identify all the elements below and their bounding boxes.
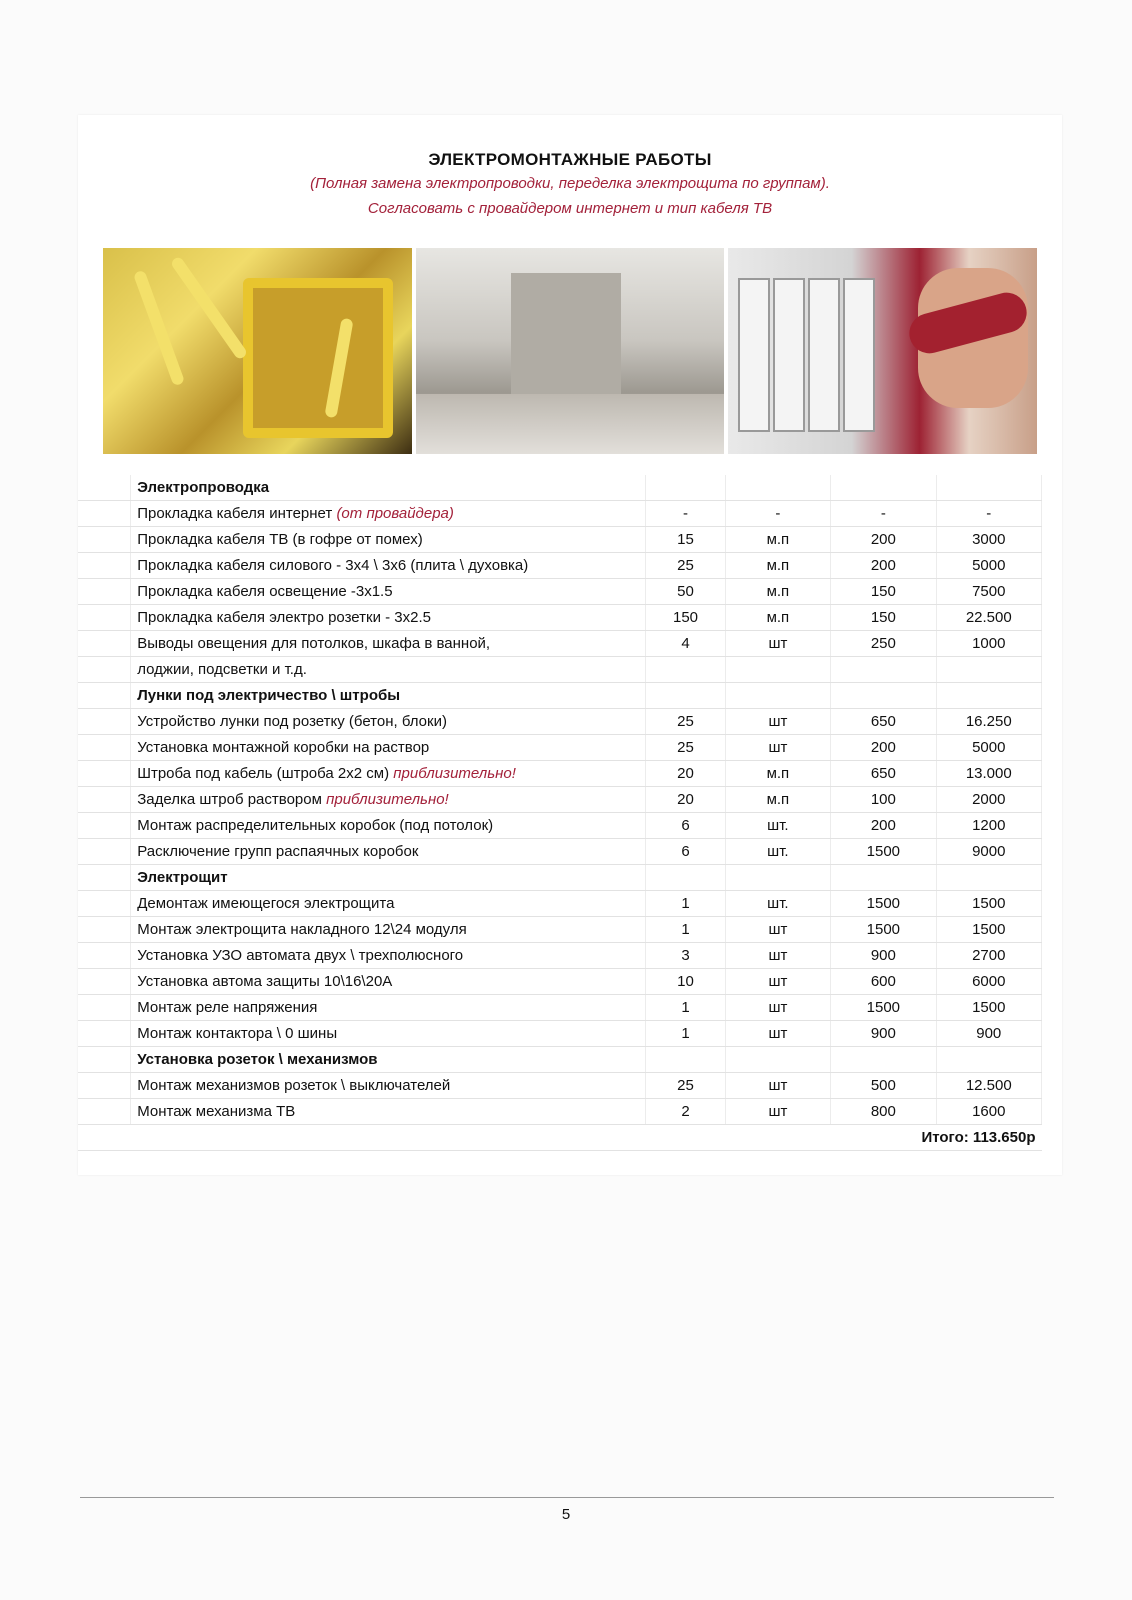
unit-cell <box>725 657 830 683</box>
table-row <box>78 943 1042 969</box>
quantity-cell <box>646 475 725 501</box>
work-name <box>131 631 646 657</box>
quantity-cell <box>646 683 725 709</box>
table-row <box>78 1099 1042 1125</box>
work-name-text: Устройство лунки под розетку (бетон, блоки) <box>137 713 447 730</box>
sum-cell: 12.500 <box>936 1073 1041 1099</box>
table-row <box>78 1073 1042 1099</box>
unit-cell: шт <box>725 735 830 761</box>
row-gutter <box>78 969 131 995</box>
row-gutter <box>78 995 131 1021</box>
row-gutter <box>78 917 131 943</box>
unit-cell: шт <box>725 969 830 995</box>
row-gutter <box>78 813 131 839</box>
price-cell: 500 <box>831 1073 936 1099</box>
sum-cell: 2000 <box>936 787 1041 813</box>
row-gutter <box>78 709 131 735</box>
quantity-cell: 3 <box>646 943 725 969</box>
work-name <box>131 995 646 1021</box>
work-name-text: Монтаж реле напряжения <box>137 999 318 1016</box>
price-cell: 1500 <box>831 917 936 943</box>
quantity-cell: 10 <box>646 969 725 995</box>
table-row <box>78 605 1042 631</box>
breaker-panel-screwdriver-photo <box>728 248 1037 454</box>
price-cell: - <box>831 501 936 527</box>
work-name-text: Электропроводка <box>137 479 270 496</box>
work-name-text: Установка УЗО автомата двух \ трехполюсного <box>137 947 464 964</box>
price-cell: 200 <box>831 813 936 839</box>
price-cell: 150 <box>831 579 936 605</box>
row-gutter <box>78 475 131 501</box>
junction-box-wires-photo <box>103 248 412 454</box>
price-cell: 200 <box>831 527 936 553</box>
work-name-text: Монтаж электрощита накладного 12\24 модуля <box>137 921 467 938</box>
row-gutter <box>78 605 131 631</box>
work-name <box>131 683 646 709</box>
work-note: приблизительно! <box>393 765 516 782</box>
row-gutter <box>78 631 131 657</box>
table-row <box>78 657 1042 683</box>
sum-cell: 900 <box>936 1021 1041 1047</box>
row-gutter <box>78 839 131 865</box>
sum-cell: 1500 <box>936 917 1041 943</box>
section-header-row <box>78 1047 1042 1073</box>
sum-cell: 7500 <box>936 579 1041 605</box>
unit-cell <box>725 683 830 709</box>
work-name-text: Заделка штроб раствором <box>137 791 327 808</box>
price-cell: 650 <box>831 709 936 735</box>
work-name <box>131 813 646 839</box>
footer-divider <box>80 1497 1054 1498</box>
row-gutter <box>78 1021 131 1047</box>
quantity-cell: 1 <box>646 891 725 917</box>
row-gutter <box>78 943 131 969</box>
work-name-text: Выводы овещения для потолков, шкафа в ванной, <box>137 635 491 652</box>
work-name-text: Монтаж механизмов розеток \ выключателей <box>137 1077 451 1094</box>
work-note: (от провайдера) <box>336 505 454 522</box>
sum-cell: 3000 <box>936 527 1041 553</box>
table-row <box>78 709 1042 735</box>
unit-cell: шт <box>725 943 830 969</box>
sum-cell: 1600 <box>936 1099 1041 1125</box>
price-cell <box>831 683 936 709</box>
table-row <box>78 917 1042 943</box>
row-gutter <box>78 657 131 683</box>
work-name-text: Прокладка кабеля ТВ (в гофре от помех) <box>137 531 423 548</box>
sum-cell: 1000 <box>936 631 1041 657</box>
table-row <box>78 631 1042 657</box>
unit-cell: м.п <box>725 605 830 631</box>
unit-cell: шт <box>725 995 830 1021</box>
quantity-cell: 20 <box>646 787 725 813</box>
quantity-cell <box>646 1047 725 1073</box>
sum-cell <box>936 657 1041 683</box>
quantity-cell: 25 <box>646 735 725 761</box>
sum-cell: 1500 <box>936 995 1041 1021</box>
work-name-text: Прокладка кабеля электро розетки - 3х2.5 <box>137 609 431 626</box>
row-gutter <box>78 761 131 787</box>
work-name-text: Демонтаж имеющегося электрощита <box>137 895 395 912</box>
work-name-text: Лунки под электричество \ штробы <box>137 687 401 704</box>
work-name-text: Штроба под кабель (штроба 2х2 см) <box>137 765 394 782</box>
table-row <box>78 1021 1042 1047</box>
sum-cell <box>936 1047 1041 1073</box>
unit-cell: м.п <box>725 527 830 553</box>
quantity-cell: 15 <box>646 527 725 553</box>
row-gutter <box>78 579 131 605</box>
table-row <box>78 969 1042 995</box>
price-cell <box>831 1047 936 1073</box>
work-name <box>131 761 646 787</box>
work-name <box>131 527 646 553</box>
estimate-table <box>78 475 1042 1151</box>
work-name-text: Прокладка кабеля освещение -3х1.5 <box>137 583 393 600</box>
work-name <box>131 787 646 813</box>
table-row <box>78 527 1042 553</box>
work-name-text: Установка розеток \ механизмов <box>137 1051 378 1068</box>
price-cell: 900 <box>831 943 936 969</box>
row-gutter <box>78 501 131 527</box>
price-cell: 250 <box>831 631 936 657</box>
row-gutter <box>78 1047 131 1073</box>
work-name <box>131 1099 646 1125</box>
sum-cell <box>936 683 1041 709</box>
price-cell: 100 <box>831 787 936 813</box>
unit-cell: м.п <box>725 553 830 579</box>
table-row <box>78 735 1042 761</box>
unit-cell: м.п <box>725 579 830 605</box>
price-cell <box>831 865 936 891</box>
table-row <box>78 787 1042 813</box>
work-name <box>131 1047 646 1073</box>
subtitle-line-2: Согласовать с провайдером интернет и тип кабеля ТВ <box>367 200 773 217</box>
work-name-text: Прокладка кабеля силового - 3х4 \ 3х6 (плита \ духовка) <box>137 557 529 574</box>
total-label: Итого: 113.650р <box>131 1125 1042 1151</box>
sum-cell: 13.000 <box>936 761 1041 787</box>
work-name <box>131 917 646 943</box>
table-row <box>78 501 1042 527</box>
unit-cell: м.п <box>725 761 830 787</box>
subtitle-line-1: (Полная замена электропроводки, переделка электрощита по группам). <box>310 175 830 192</box>
work-name-text: Электрощит <box>137 869 228 886</box>
page-number: 5 <box>561 1506 571 1523</box>
work-name <box>131 475 646 501</box>
table-row <box>78 813 1042 839</box>
row-gutter <box>78 891 131 917</box>
work-name-text: Расключение групп распаячных коробок <box>137 843 419 860</box>
quantity-cell: 25 <box>646 709 725 735</box>
sum-cell <box>936 475 1041 501</box>
sum-cell: 2700 <box>936 943 1041 969</box>
sum-cell: 5000 <box>936 553 1041 579</box>
work-name <box>131 735 646 761</box>
page-title: ЭЛЕКТРОМОНТАЖНЫЕ РАБОТЫ <box>428 150 712 169</box>
row-gutter <box>78 865 131 891</box>
unit-cell: шт. <box>725 813 830 839</box>
row-gutter <box>78 1099 131 1125</box>
quantity-cell: 150 <box>646 605 725 631</box>
work-name <box>131 657 646 683</box>
price-cell: 900 <box>831 1021 936 1047</box>
work-name <box>131 865 646 891</box>
price-cell: 650 <box>831 761 936 787</box>
photo-strip <box>103 248 1037 454</box>
quantity-cell: 4 <box>646 631 725 657</box>
price-cell <box>831 657 936 683</box>
table-row <box>78 761 1042 787</box>
work-name-text: Установка автома защиты 10\16\20А <box>137 973 393 990</box>
unit-cell: шт <box>725 631 830 657</box>
work-name <box>131 1021 646 1047</box>
quantity-cell: 25 <box>646 553 725 579</box>
unit-cell <box>725 1047 830 1073</box>
section-header-row <box>78 865 1042 891</box>
quantity-cell: 1 <box>646 917 725 943</box>
work-name <box>131 605 646 631</box>
sum-cell <box>936 865 1041 891</box>
sum-cell: 22.500 <box>936 605 1041 631</box>
quantity-cell: 25 <box>646 1073 725 1099</box>
row-gutter <box>78 735 131 761</box>
price-cell: 1500 <box>831 891 936 917</box>
work-name <box>131 1073 646 1099</box>
quantity-cell: 1 <box>646 995 725 1021</box>
work-name-text: лоджии, подсветки и т.д. <box>137 661 307 678</box>
work-name <box>131 579 646 605</box>
row-gutter <box>78 553 131 579</box>
quantity-cell: 6 <box>646 813 725 839</box>
section-header-row <box>78 475 1042 501</box>
unit-cell: шт <box>725 1073 830 1099</box>
work-name-text: Монтаж распределительных коробок (под потолок) <box>137 817 494 834</box>
work-name <box>131 839 646 865</box>
price-cell: 1500 <box>831 995 936 1021</box>
unit-cell: - <box>725 501 830 527</box>
price-cell: 1500 <box>831 839 936 865</box>
unit-cell: шт <box>725 1099 830 1125</box>
price-cell: 200 <box>831 735 936 761</box>
work-name <box>131 943 646 969</box>
price-cell: 200 <box>831 553 936 579</box>
table-row <box>78 579 1042 605</box>
quantity-cell: - <box>646 501 725 527</box>
unit-cell: шт <box>725 709 830 735</box>
table-row <box>78 891 1042 917</box>
quantity-cell: 2 <box>646 1099 725 1125</box>
section-header-row <box>78 683 1042 709</box>
table-row <box>78 839 1042 865</box>
sum-cell: 1200 <box>936 813 1041 839</box>
work-name <box>131 969 646 995</box>
total-row <box>78 1125 1042 1151</box>
sum-cell: 6000 <box>936 969 1041 995</box>
price-cell: 600 <box>831 969 936 995</box>
unit-cell: шт <box>725 1021 830 1047</box>
price-cell: 150 <box>831 605 936 631</box>
quantity-cell <box>646 865 725 891</box>
work-name-text: Установка монтажной коробки на раствор <box>137 739 430 756</box>
work-name <box>131 709 646 735</box>
sum-cell: - <box>936 501 1041 527</box>
sum-cell: 1500 <box>936 891 1041 917</box>
quantity-cell <box>646 657 725 683</box>
row-gutter <box>78 527 131 553</box>
unit-cell: м.п <box>725 787 830 813</box>
room-wall-chases-photo <box>416 248 725 454</box>
quantity-cell: 20 <box>646 761 725 787</box>
sum-cell: 9000 <box>936 839 1041 865</box>
quantity-cell: 6 <box>646 839 725 865</box>
document-sheet <box>78 115 1062 1175</box>
table-row <box>78 553 1042 579</box>
row-gutter <box>78 787 131 813</box>
work-name <box>131 501 646 527</box>
work-note: приблизительно! <box>326 791 449 808</box>
work-name-text: Монтаж контактора \ 0 шины <box>137 1025 338 1042</box>
work-name <box>131 891 646 917</box>
work-name-text: Прокладка кабеля интернет <box>137 505 337 522</box>
work-name-text: Монтаж механизма ТВ <box>137 1103 296 1120</box>
unit-cell: шт <box>725 917 830 943</box>
unit-cell: шт. <box>725 891 830 917</box>
unit-cell <box>725 475 830 501</box>
unit-cell: шт. <box>725 839 830 865</box>
price-cell <box>831 475 936 501</box>
sum-cell: 5000 <box>936 735 1041 761</box>
quantity-cell: 1 <box>646 1021 725 1047</box>
work-name <box>131 553 646 579</box>
quantity-cell: 50 <box>646 579 725 605</box>
price-cell: 800 <box>831 1099 936 1125</box>
row-gutter <box>78 683 131 709</box>
table-row <box>78 995 1042 1021</box>
unit-cell <box>725 865 830 891</box>
sum-cell: 16.250 <box>936 709 1041 735</box>
row-gutter <box>78 1073 131 1099</box>
